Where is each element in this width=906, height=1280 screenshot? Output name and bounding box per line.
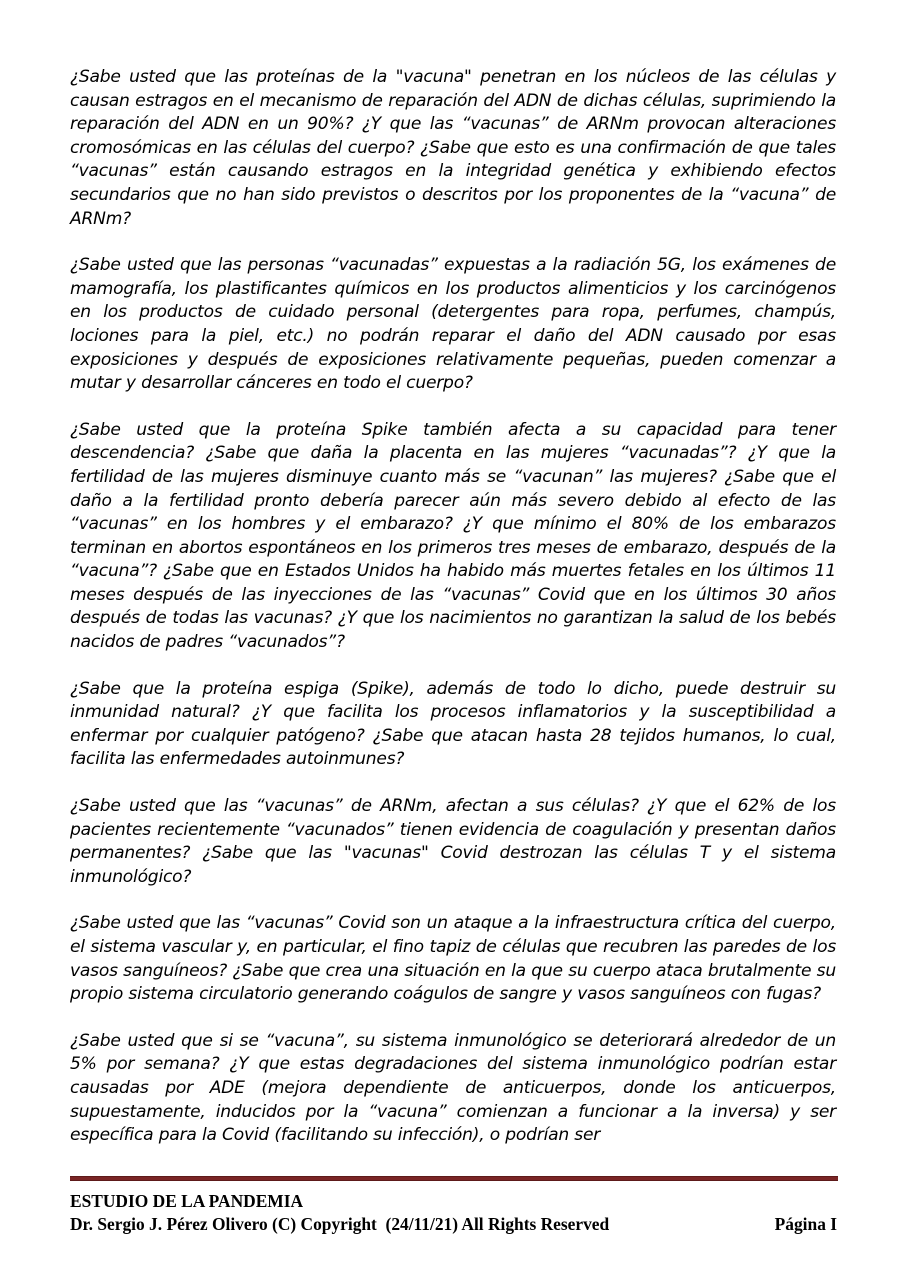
body-paragraph: ¿Sabe usted que las personas “vacunadas” expuestas a la radiación 5G, los exámenes de mamografía, los plastificantes químicos en los productos alimenticios y los carcinógenos en los productos de cuidado personal (detergentes para ropa, perfumes, champús, lociones para la piel, etc.) no podrán reparar el daño del ADN causado por esas exposiciones y después de exposiciones relativamente pequeñas, pueden comenzar a mutar y desarrollar cánceres en todo el cuerpo? bbox=[70, 255, 836, 394]
page-number: Página I bbox=[774, 1214, 837, 1234]
body-paragraph: ¿Sabe usted que la proteína Spike también afecta a su capacidad para tener descendencia? ¿Sabe que daña la placenta en las mujeres “vacunadas”? ¿Y que la fertilidad de las mujeres disminuye cuanto más se “vacunan” las mujeres? ¿Sabe que el daño a la fertilidad pronto debería parecer aún más severo debido al efecto de las “vacunas” en los hombres y el embarazo? ¿Y que mínimo el 80% de los embarazos terminan en abortos espontáneos en los primeros tres meses de embarazo, después de la “vacuna”? ¿Sabe que en Estados Unidos ha habido más muertes fetales en los últimos 11 meses después de las inyecciones de las “vacunas” Covid que en los últimos 30 años después de todas las vacunas? ¿Y que los nacimientos no garantizan la salud de los bebés nacidos de padres “vacunados”? bbox=[70, 419, 836, 653]
footer-divider bbox=[70, 1176, 838, 1181]
body-paragraph: ¿Sabe usted que si se “vacuna”, su sistema inmunológico se deteriorará alrededor de un 5% por semana? ¿Y que estas degradaciones del sistema inmunológico podrían estar causadas por ADE (mejora dependiente de anticuerpos, donde los anticuerpos, supuestamente, inducidos por la “vacuna” comienzan a funcionar a la inversa) y ser específica para la Covid (facilitando su infección), o podrían ser bbox=[70, 1030, 836, 1146]
body-paragraph: ¿Sabe usted que las proteínas de la "vacuna" penetran en los núcleos de las células y causan estragos en el mecanismo de reparación del ADN de dichas células, suprimiendo la reparación del ADN en un 90%? ¿Y que las “vacunas” de ARNm provocan alteraciones cromosómicas en las células del cuerpo? ¿Sabe que esto es una confirmación de que tales “vacunas” están causando estragos en la integridad genética y exhibiendo efectos secundarios que no han sido previstos o descritos por los proponentes de la “vacuna” de ARNm? bbox=[70, 67, 836, 229]
footer-title: ESTUDIO DE LA PANDEMIA bbox=[70, 1191, 304, 1211]
footer-credit-row bbox=[70, 1213, 838, 1236]
body-paragraph: ¿Sabe usted que las “vacunas” Covid son un ataque a la infraestructura crítica del cuerpo, el sistema vascular y, en particular, el fino tapiz de células que recubren las paredes de los vasos sanguíneos? ¿Sabe que crea una situación en la que su cuerpo ataca brutalmente su propio sistema circulatorio generando coágulos de sangre y vasos sanguíneos con fugas? bbox=[70, 913, 836, 1005]
footer-copyright: Dr. Sergio J. Pérez Olivero (C) Copyright (24/11/21) All Rights Reserved bbox=[70, 1214, 610, 1234]
document-body bbox=[70, 66, 836, 1148]
body-paragraph: ¿Sabe usted que las “vacunas” de ARNm, afectan a sus células? ¿Y que el 62% de los pacientes recientemente “vacunados” tienen evidencia de coagulación y presentan daños permanentes? ¿Sabe que las "vacunas" Covid destrozan las células T y el sistema inmunológico? bbox=[70, 796, 836, 887]
page-footer bbox=[70, 1176, 838, 1236]
body-paragraph: ¿Sabe que la proteína espiga (Spike), además de todo lo dicho, puede destruir su inmunidad natural? ¿Y que facilita los procesos inflamatorios y la susceptibilidad a enfermar por cualquier patógeno? ¿Sabe que atacan hasta 28 tejidos humanos, lo cual, facilita las enfermedades autoinmunes? bbox=[70, 678, 836, 770]
